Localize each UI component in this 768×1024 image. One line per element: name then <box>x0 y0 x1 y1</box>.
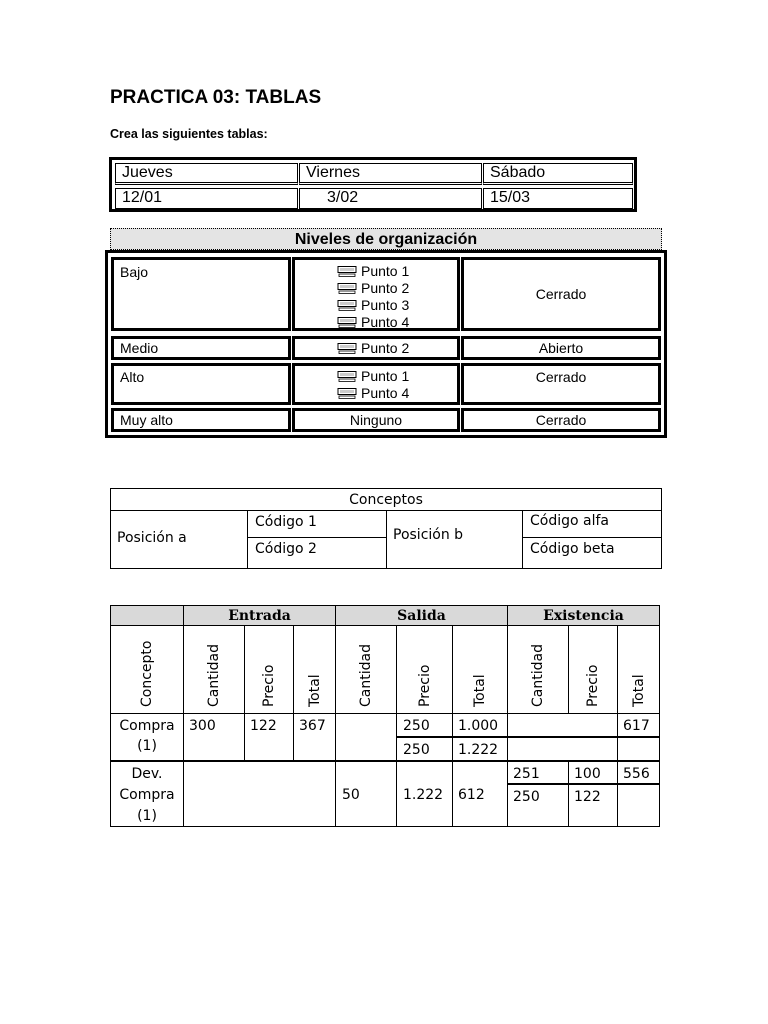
header-viernes: Viernes <box>299 163 482 185</box>
concepts-title: Conceptos <box>110 488 662 511</box>
row1-existencia-total: 617 <box>617 713 660 738</box>
group-salida: Salida <box>335 605 508 626</box>
row2-salida-cantidad: 50 <box>335 760 397 827</box>
status-muy-alto: Cerrado <box>461 408 661 432</box>
point-item: Punto 2 <box>337 280 457 297</box>
points-bajo <box>292 257 460 331</box>
position-a: Posición a <box>110 510 248 569</box>
computer-icon <box>337 388 357 399</box>
point-item: Punto 4 <box>337 314 457 331</box>
points-muy-alto: Ninguno <box>292 408 460 432</box>
value-sabado: 15/03 <box>483 188 633 209</box>
page-title: PRACTICA 03: TABLAS <box>110 87 322 108</box>
code-1: Código 1 <box>247 510 387 538</box>
row1-entrada-precio: 122 <box>244 713 294 761</box>
computer-icon <box>337 266 357 277</box>
group-existencia: Existencia <box>507 605 660 626</box>
row2-existencia-precio-a: 100 <box>568 760 618 785</box>
status-bajo: Cerrado <box>461 257 661 331</box>
status-alto: Cerrado <box>461 363 661 405</box>
existencia-total-header: Total <box>617 625 660 714</box>
row1-salida-total-a: 1.000 <box>452 713 508 738</box>
point-item: Punto 2 <box>337 340 457 357</box>
level-alto: Alto <box>111 363 291 405</box>
row2-existencia-precio-b: 122 <box>568 784 618 827</box>
status-medio: Abierto <box>461 336 661 360</box>
value-jueves: 12/01 <box>115 188 298 209</box>
level-medio: Medio <box>111 336 291 360</box>
row2-existencia-cantidad-a: 251 <box>507 760 569 785</box>
computer-icon <box>337 300 357 311</box>
row1-existencia-empty-b <box>507 737 618 761</box>
row1-concept: Compra (1) <box>110 713 184 761</box>
row1-existencia-total-b <box>617 737 660 761</box>
position-b: Posición b <box>386 510 523 569</box>
existencia-cantidad-header: Cantidad <box>507 625 569 714</box>
levels-title: Niveles de organización <box>110 228 662 250</box>
row1-salida-total-b: 1.222 <box>452 737 508 761</box>
computer-icon <box>337 343 357 354</box>
code-2: Código 2 <box>247 537 387 569</box>
entrada-precio-header: Precio <box>244 625 294 714</box>
row1-entrada-cantidad: 300 <box>183 713 245 761</box>
header-sabado: Sábado <box>483 163 633 185</box>
row2-salida-precio: 1.222 <box>396 760 453 827</box>
concept-header: Concepto <box>110 625 184 714</box>
row2-existencia-total-a: 556 <box>617 760 660 785</box>
point-item: Punto 3 <box>337 297 457 314</box>
level-muy-alto: Muy alto <box>111 408 291 432</box>
computer-icon <box>337 283 357 294</box>
value-viernes: 3/02 <box>299 188 482 209</box>
salida-cantidad-header: Cantidad <box>335 625 397 714</box>
points-medio <box>292 336 460 360</box>
row1-existencia-empty-a <box>507 713 618 738</box>
row2-salida-total: 612 <box>452 760 508 827</box>
code-alfa: Código alfa <box>522 510 662 538</box>
existencia-precio-header: Precio <box>568 625 618 714</box>
point-item: Punto 1 <box>337 368 457 385</box>
point-item: Punto 4 <box>337 385 457 402</box>
row1-entrada-total: 367 <box>293 713 336 761</box>
instructions-text: Crea las siguientes tablas: <box>110 127 268 141</box>
row1-salida-precio-b: 250 <box>396 737 453 761</box>
points-alto <box>292 363 460 405</box>
computer-icon <box>337 371 357 382</box>
row1-salida-cantidad <box>335 713 397 761</box>
entrada-cantidad-header: Cantidad <box>183 625 245 714</box>
row2-existencia-cantidad-b: 250 <box>507 784 569 827</box>
row2-entrada-empty <box>183 760 336 827</box>
computer-icon <box>337 317 357 328</box>
code-beta: Código beta <box>522 537 662 569</box>
row2-concept: Dev. Compra (1) <box>110 760 184 827</box>
point-item: Punto 1 <box>337 263 457 280</box>
levels-table <box>105 250 667 438</box>
salida-total-header: Total <box>452 625 508 714</box>
salida-precio-header: Precio <box>396 625 453 714</box>
row2-existencia-total-b <box>617 784 660 827</box>
level-bajo: Bajo <box>111 257 291 331</box>
group-entrada: Entrada <box>183 605 336 626</box>
blank-header <box>110 605 184 626</box>
days-table <box>109 157 637 212</box>
row1-salida-precio-a: 250 <box>396 713 453 738</box>
entrada-total-header: Total <box>293 625 336 714</box>
header-jueves: Jueves <box>115 163 298 185</box>
